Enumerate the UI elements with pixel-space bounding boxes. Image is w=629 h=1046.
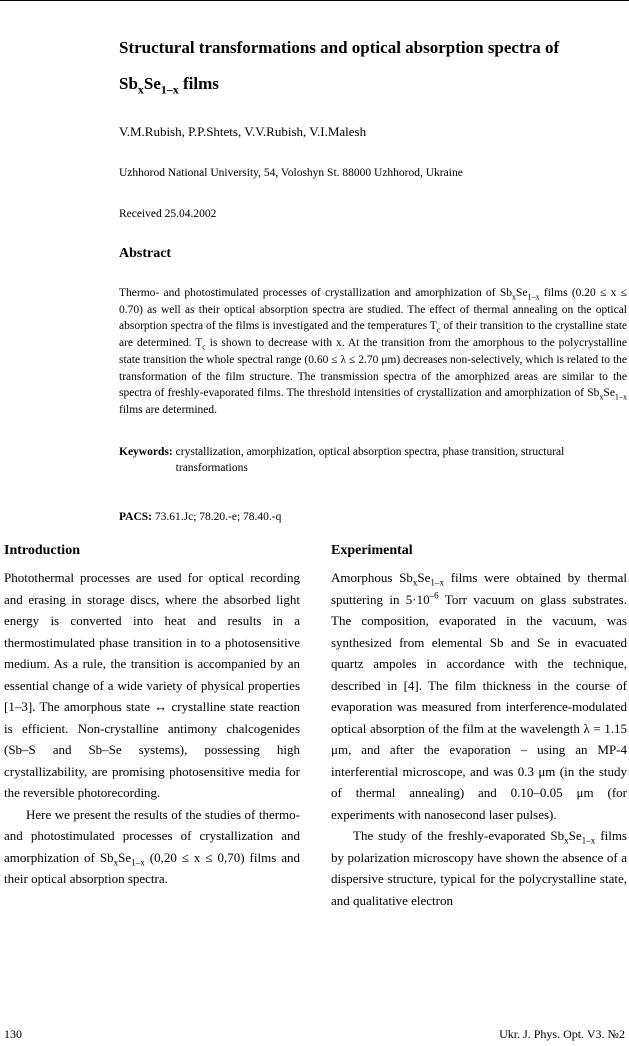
experimental-paragraph-2: The study of the freshly-evaporated $Sb_xSe_{1-x}$ films by polarization microscopy have shown the absence of a dispersive structure, typical for the polycrystalline state, and qualitative electron [331,828,627,908]
journal-reference: Ukr. J. Phys. Opt. V3. №2 [499,1027,625,1041]
pacs [119,509,281,525]
abstract-heading: Abstract [119,246,172,261]
pacs-label: PACS: [119,511,153,523]
paper-title: Structural transformations and optical absorption spectra of $Sb_xSe_{1-x}$ films [119,38,560,97]
page-number: 130 [4,1027,22,1041]
introduction-body [4,567,300,890]
authors: V.M.Rubish, P.P.Shtets, V.V.Rubish, V.I.Malesh [119,124,367,139]
top-rule [0,0,629,1]
experimental-paragraph-1: Amorphous $Sb_xSe_{1-x}$ films were obtained by thermal sputtering in $5\cdot 10^{-6}$ Torr vacuum on glass substrates. The composition, evaporated in the vacuum, was synthesized from elemental Sb and Se in evacuated quartz ampoles in accordance with the technique, described in [4]. The film thickness in the course of evaporation was measured from interference-modulated optical absorption of the film at the wavelength λ = 1.15 μm, and after the evaporation – using an MP-4 interferential microscope, and was 0.3 μm (in the study of thermal annealing) and 0.10–0.05 μm (for experiments with nanosecond laser pulses). [331,570,627,822]
introduction-paragraph-1: Photothermal processes are used for optical recording and erasing in storage discs, where the absorbed light energy is converted into heat and results in a thermostimulated phase transition in to a photosensitive medium. As a rule, the transition is accompanied by an essential change of a wide variety of physical properties [1–3]. The amorphous state ↔ crystalline state reaction is efficient. Non-crystalline antimony chalcogenides (Sb–S and Sb–Se systems), possessing high crystallizability, are promising photosensitive media for the reversible photorecording. [4,570,300,800]
affiliation: Uzhhorod National University, 54, Voloshyn St. 88000 Uzhhorod, Ukraine [119,167,463,179]
keywords-text: crystallization, amorphization, optical absorption spectra, phase transition, structural transformations [175,446,565,474]
experimental-body [331,567,627,911]
introduction-heading: Introduction [4,543,80,558]
pacs-codes: 73.61.Jc; 78.20.-e; 78.40.-q [152,511,282,523]
abstract-text: Thermo- and photostimulated processes of crystallization and amorphization of $Sb_xSe_{1-x}$ films (0.20 ≤ x ≤ 0.70) as well as their optical absorption spectra are studied. The effect of thermal annealing on the optical absorption spectra of the films is investigated and the temperatures $T_c$ of their transition to the crystalline state are determined. $T_c$ is shown to decrease with x. At the transition from the amorphous to the polycrystalline state transition the whole spectral range (0.60 ≤ λ ≤ 2.70 μm) decreases non-selectively, which is related to the transformation of the film structure. The transmission spectra of the amorphized areas are similar to the spectra of freshly-evaporated films. The threshold intensities of crystallization and amorphization of $Sb_xSe_{1-x}$ films are determined. [119,287,628,416]
introduction-paragraph-2: Here we present the results of the studies of thermo- and photostimulated processes of crystallization and amorphization of $Sb_xSe_{1-x}$ (0,20 ≤ x ≤ 0,70) films and their optical absorption spectra. [4,806,300,886]
received-date: Received 25.04.2002 [119,208,217,220]
experimental-heading: Experimental [331,543,413,558]
keywords [119,444,619,476]
keywords-label: Keywords: [119,446,173,458]
